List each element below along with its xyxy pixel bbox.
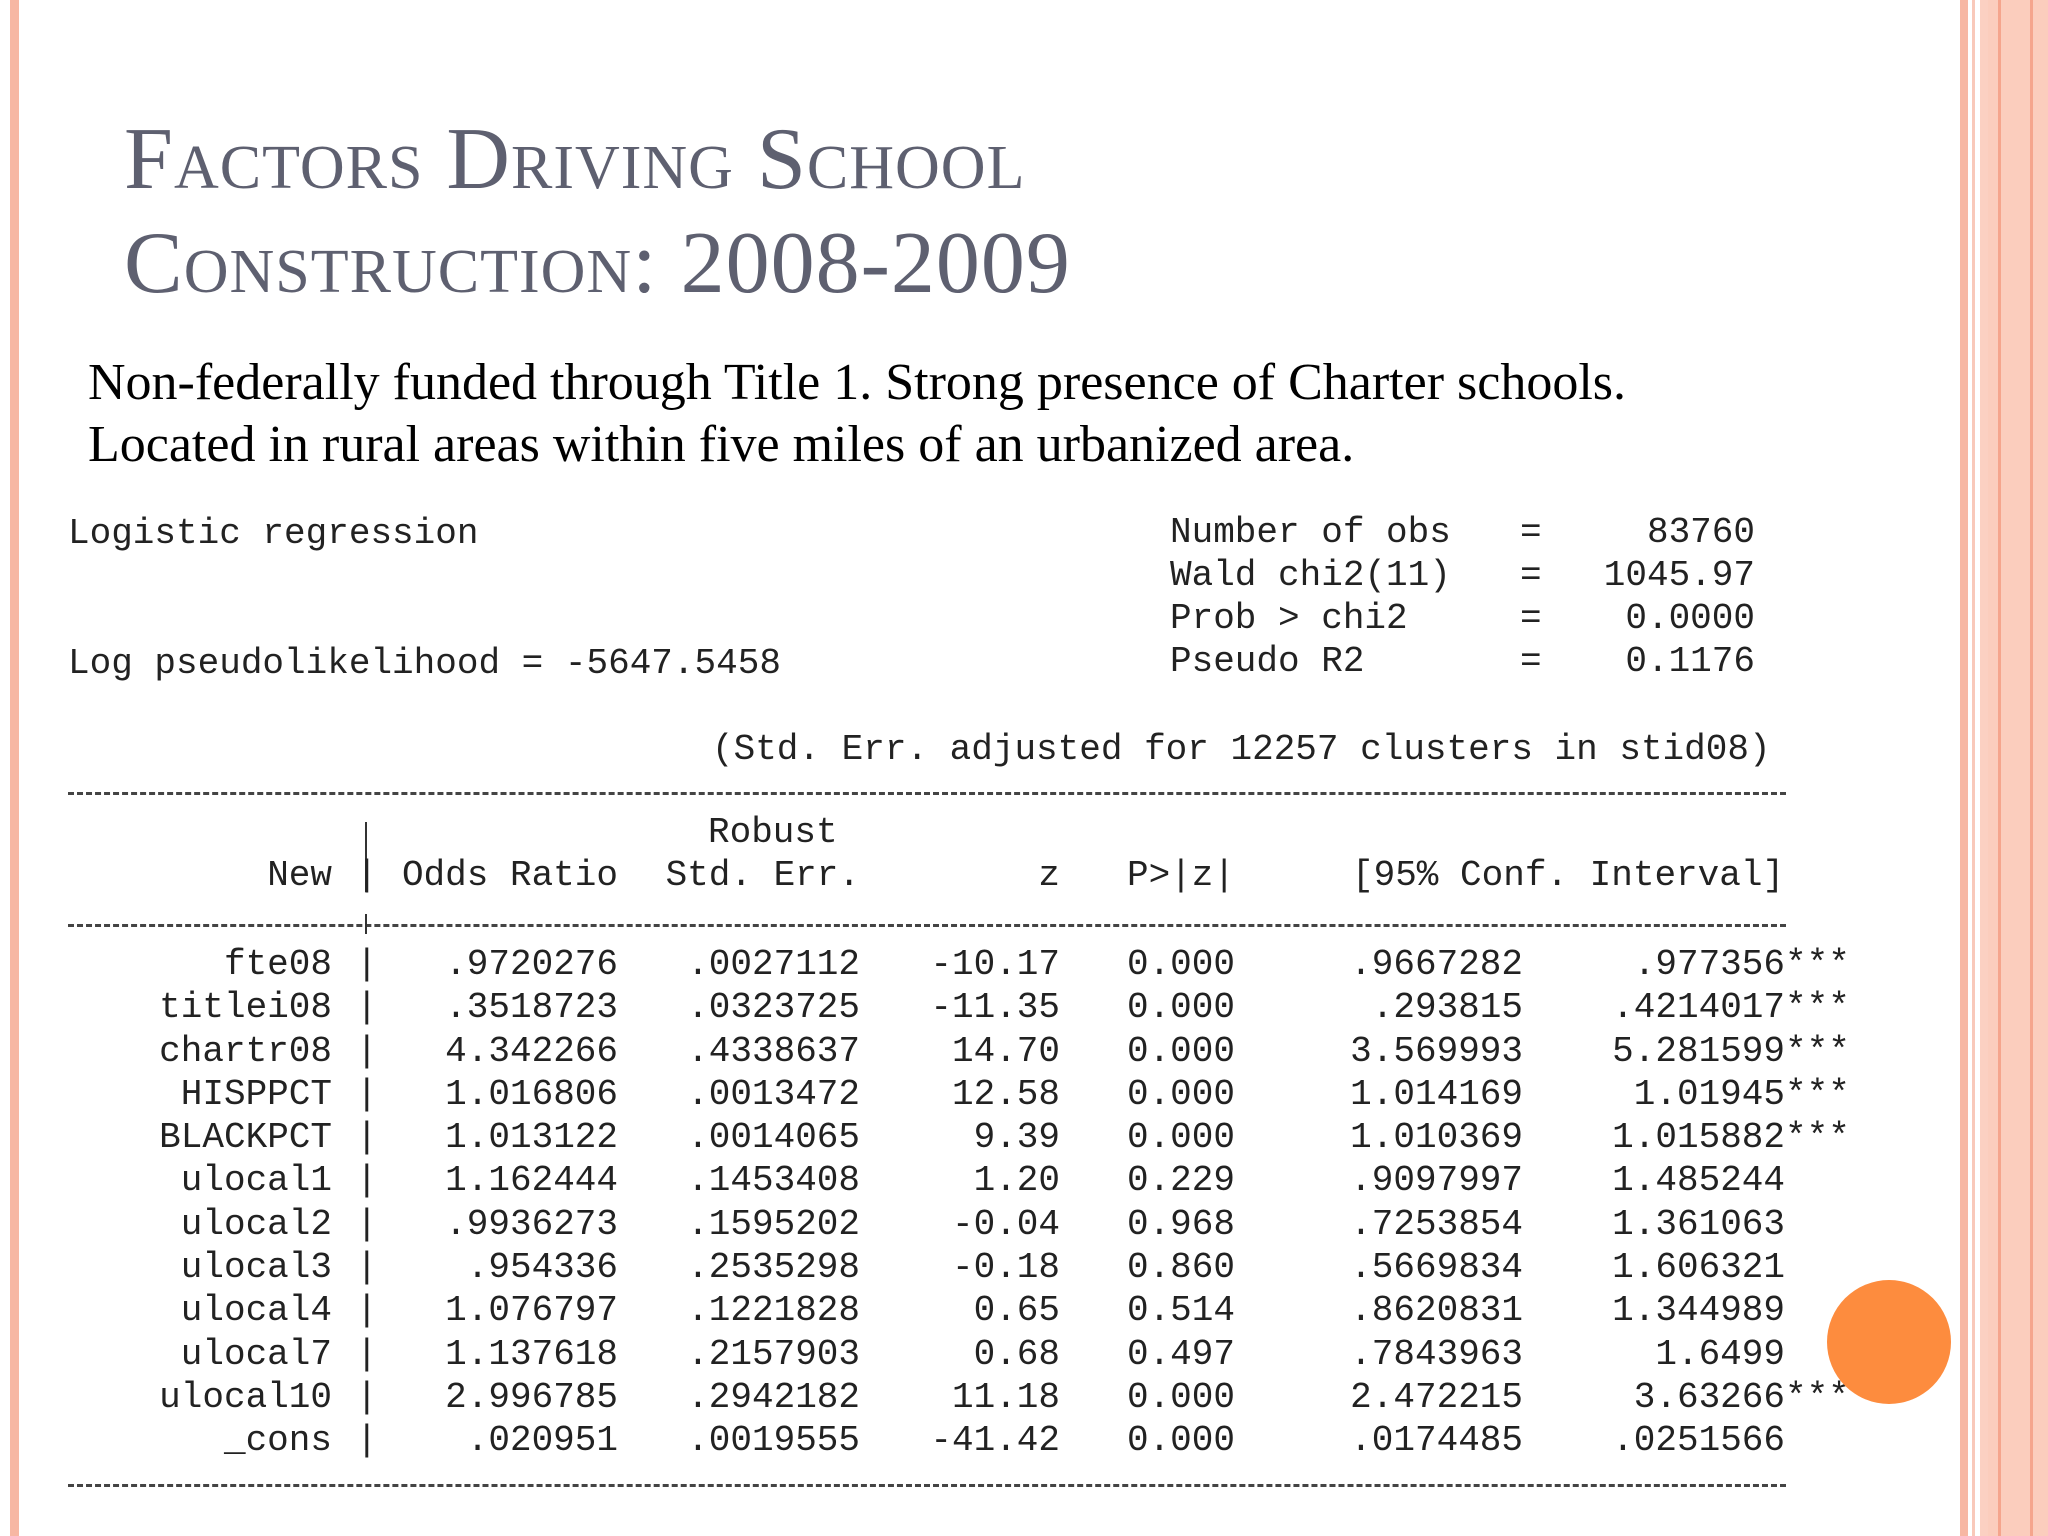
table-row [0, 1334, 1900, 1377]
row-p-value: 0.000 [1126, 1030, 1235, 1072]
row-variable-name: ulocal1 [180, 1160, 332, 1202]
row-z: 11.18 [951, 1376, 1060, 1418]
header-p: P>|z| [1126, 855, 1235, 896]
row-std-err: .0027112 [687, 944, 860, 985]
row-z: 0.68 [973, 1333, 1060, 1375]
row-p-value: 0.497 [1126, 1333, 1235, 1375]
row-ci-lower: .0174485 [1350, 1420, 1523, 1462]
row-std-err: .1221828 [687, 1290, 860, 1332]
table-row [0, 1290, 1900, 1333]
row-p-value: 0.514 [1126, 1290, 1235, 1332]
row-z: -0.04 [951, 1203, 1060, 1245]
row-z: 14.70 [951, 1030, 1060, 1072]
table-row [0, 944, 1900, 987]
header-std-err: Std. Err. [665, 855, 860, 896]
row-variable-name: _cons [223, 1420, 332, 1462]
row-ci-lower: .7843963 [1350, 1333, 1523, 1375]
row-ci-lower: .293815 [1371, 987, 1523, 1029]
stat-equals: = [1520, 555, 1542, 596]
row-z: -11.35 [930, 987, 1060, 1029]
row-p-value: 0.000 [1126, 944, 1235, 985]
row-odds-ratio: .020951 [466, 1420, 618, 1462]
right-border-line [2030, 0, 2033, 1536]
stat-label: Pseudo R2 [1170, 641, 1365, 682]
row-z: 1.20 [973, 1160, 1060, 1202]
table-row [0, 987, 1900, 1030]
slide-subtitle [88, 352, 1626, 476]
row-ci-upper: 1.361063 [1612, 1203, 1785, 1245]
row-p-value: 0.000 [1126, 987, 1235, 1029]
row-odds-ratio: .9720276 [445, 944, 618, 985]
row-std-err: .0013472 [687, 1073, 860, 1115]
row-bar: | [356, 1420, 378, 1462]
row-ci-lower: 2.472215 [1350, 1376, 1523, 1418]
row-std-err: .0019555 [687, 1420, 860, 1462]
row-significance: *** [1785, 944, 1850, 985]
subtitle-line-2: Located in rural areas within five miles of an urbanized area. [88, 416, 1355, 473]
row-variable-name: ulocal7 [180, 1333, 332, 1375]
row-std-err: .4338637 [687, 1030, 860, 1072]
row-z: -0.18 [951, 1247, 1060, 1289]
row-std-err: .2535298 [687, 1247, 860, 1289]
right-border-band [1972, 0, 1975, 1536]
stat-value: 1045.97 [1603, 555, 1755, 596]
results-table-header [0, 855, 1900, 898]
row-ci-lower: 1.010369 [1350, 1117, 1523, 1159]
row-bar: | [356, 1333, 378, 1375]
row-odds-ratio: 1.137618 [445, 1333, 618, 1375]
table-row [0, 1031, 1900, 1074]
row-variable-name: chartr08 [159, 1030, 332, 1072]
row-ci-upper: .977356 [1633, 944, 1785, 985]
table-header-row [0, 855, 1900, 898]
right-border-band [1960, 0, 1968, 1536]
regression-stats [1170, 512, 1790, 684]
table-rule-top [68, 792, 1786, 795]
table-row [0, 1117, 1900, 1160]
row-odds-ratio: 4.342266 [445, 1030, 618, 1072]
stat-equals: = [1520, 512, 1542, 553]
table-rule-bottom [68, 1484, 1786, 1487]
slide-title [124, 108, 1071, 316]
row-z: 9.39 [973, 1117, 1060, 1159]
stat-equals: = [1520, 641, 1542, 682]
header-robust: Robust [708, 812, 838, 853]
row-ci-lower: .5669834 [1350, 1247, 1523, 1289]
row-std-err: .2157903 [687, 1333, 860, 1375]
row-significance: *** [1785, 1376, 1850, 1418]
row-variable-name: BLACKPCT [159, 1117, 332, 1159]
regression-type: Logistic regression [68, 513, 479, 554]
row-bar: | [356, 944, 378, 985]
stat-equals: = [1520, 598, 1542, 639]
stat-row [1170, 555, 1790, 598]
right-border-band [1980, 0, 1988, 1536]
row-ci-upper: 1.485244 [1612, 1160, 1785, 1202]
row-p-value: 0.229 [1126, 1160, 1235, 1202]
row-ci-lower: .9667282 [1350, 944, 1523, 985]
row-z: 12.58 [951, 1073, 1060, 1115]
row-ci-lower: .7253854 [1350, 1203, 1523, 1245]
table-rule-cross [365, 914, 367, 934]
row-p-value: 0.000 [1126, 1073, 1235, 1115]
row-significance: *** [1785, 1030, 1850, 1072]
row-odds-ratio: .3518723 [445, 987, 618, 1029]
row-ci-lower: .8620831 [1350, 1290, 1523, 1332]
row-bar: | [356, 1203, 378, 1245]
row-p-value: 0.000 [1126, 1117, 1235, 1159]
row-odds-ratio: .954336 [466, 1247, 618, 1289]
header-conf-interval: [95% Conf. Interval] [1352, 855, 1785, 896]
row-std-err: .1595202 [687, 1203, 860, 1245]
row-variable-name: ulocal10 [159, 1376, 332, 1418]
row-z: -41.42 [930, 1420, 1060, 1462]
row-std-err: .1453408 [687, 1160, 860, 1202]
stat-value: 0.0000 [1625, 598, 1755, 639]
row-bar: | [356, 1247, 378, 1289]
table-row [0, 1377, 1900, 1420]
row-odds-ratio: 1.162444 [445, 1160, 618, 1202]
slide-title-line-1: Factors Driving School [124, 111, 1026, 208]
row-ci-upper: .4214017 [1612, 987, 1785, 1029]
row-significance: *** [1785, 987, 1850, 1029]
stat-value: 83760 [1646, 512, 1755, 553]
row-variable-name: HISPPCT [180, 1073, 332, 1115]
row-variable-name: ulocal4 [180, 1290, 332, 1332]
table-row [0, 1420, 1900, 1463]
stderr-note: (Std. Err. adjusted for 12257 clusters in stid08) [712, 729, 1771, 770]
row-significance: *** [1785, 1117, 1850, 1159]
row-variable-name: ulocal3 [180, 1247, 332, 1289]
row-odds-ratio: .9936273 [445, 1203, 618, 1245]
table-row [0, 1247, 1900, 1290]
row-ci-upper: 1.606321 [1612, 1247, 1785, 1289]
results-table-body [0, 944, 1900, 1464]
row-ci-upper: 5.281599 [1612, 1030, 1785, 1072]
table-row [0, 1074, 1900, 1117]
row-odds-ratio: 1.076797 [445, 1290, 618, 1332]
stat-value: 0.1176 [1625, 641, 1755, 682]
row-p-value: 0.860 [1126, 1247, 1235, 1289]
row-odds-ratio: 1.016806 [445, 1073, 618, 1115]
table-rule-middle [68, 924, 1786, 927]
row-variable-name: fte08 [223, 944, 332, 985]
log-likelihood: Log pseudolikelihood = -5647.5458 [68, 643, 781, 684]
row-ci-upper: 1.015882 [1612, 1117, 1785, 1159]
row-ci-lower: .9097997 [1350, 1160, 1523, 1202]
row-z: -10.17 [930, 944, 1060, 985]
row-variable-name: ulocal2 [180, 1203, 332, 1245]
row-std-err: .0014065 [687, 1117, 860, 1159]
row-ci-upper: 3.63266 [1633, 1376, 1785, 1418]
header-z: z [1038, 855, 1060, 896]
row-z: 0.65 [973, 1290, 1060, 1332]
table-row [0, 1160, 1900, 1203]
row-p-value: 0.968 [1126, 1203, 1235, 1245]
header-bar: | [356, 855, 378, 896]
row-bar: | [356, 1117, 378, 1159]
row-p-value: 0.000 [1126, 1420, 1235, 1462]
subtitle-line-1: Non-federally funded through Title 1. Strong presence of Charter schools. [88, 354, 1627, 411]
row-p-value: 0.000 [1126, 1376, 1235, 1418]
decorative-orange-circle [1827, 1280, 1951, 1404]
stat-row [1170, 641, 1790, 684]
row-std-err: .2942182 [687, 1376, 860, 1418]
row-ci-upper: 1.6499 [1655, 1333, 1785, 1375]
row-bar: | [356, 1073, 378, 1115]
stat-label: Prob > chi2 [1170, 598, 1408, 639]
header-variable: New [267, 855, 332, 896]
row-bar: | [356, 1030, 378, 1072]
row-odds-ratio: 2.996785 [445, 1376, 618, 1418]
row-ci-upper: 1.01945 [1633, 1073, 1785, 1115]
row-bar: | [356, 987, 378, 1029]
row-ci-upper: .0251566 [1612, 1420, 1785, 1462]
slide-title-line-2: Construction: 2008-2009 [124, 215, 1071, 312]
row-ci-lower: 3.569993 [1350, 1030, 1523, 1072]
table-row [0, 1204, 1900, 1247]
row-ci-upper: 1.344989 [1612, 1290, 1785, 1332]
right-border-line [1998, 0, 2001, 1536]
row-bar: | [356, 1160, 378, 1202]
stat-label: Wald chi2(11) [1170, 555, 1451, 596]
stat-row [1170, 598, 1790, 641]
row-variable-name: titlei08 [159, 987, 332, 1029]
stat-label: Number of obs [1170, 512, 1451, 553]
row-significance: *** [1785, 1073, 1850, 1115]
row-ci-lower: 1.014169 [1350, 1073, 1523, 1115]
header-odds-ratio: Odds Ratio [401, 855, 618, 896]
right-border-band [1988, 0, 2048, 1536]
row-bar: | [356, 1290, 378, 1332]
stat-row [1170, 512, 1790, 555]
row-std-err: .0323725 [687, 987, 860, 1029]
row-odds-ratio: 1.013122 [445, 1117, 618, 1159]
row-bar: | [356, 1376, 378, 1418]
